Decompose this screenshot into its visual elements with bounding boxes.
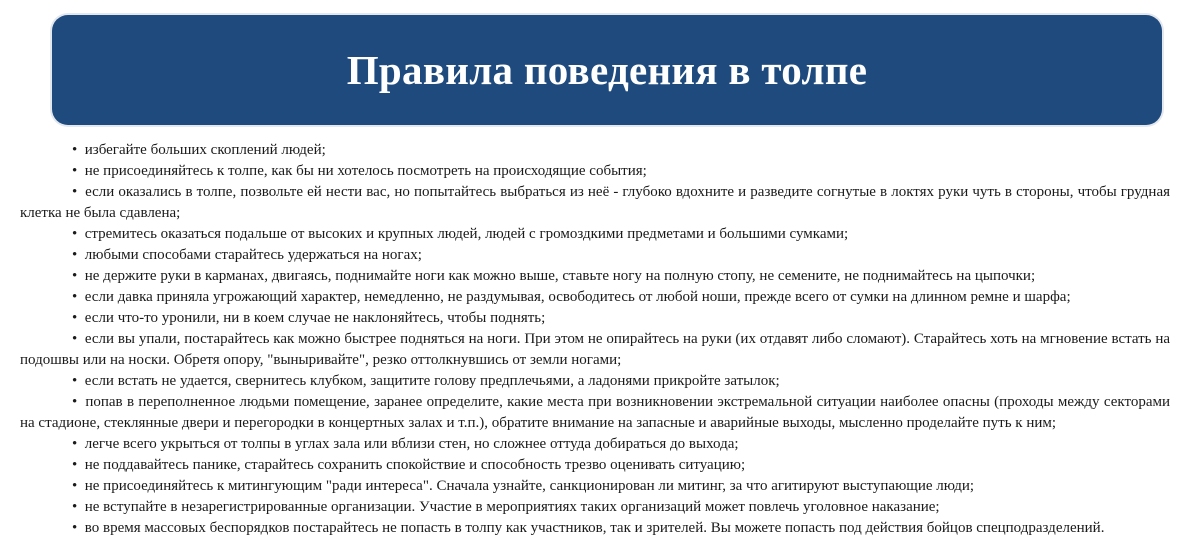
bullet-icon: • bbox=[72, 184, 78, 200]
rule-text: если оказались в толпе, позвольте ей нести вас, но попытайтесь выбраться из неё - глубоко вдохните и разведите согнутые в локтях руки чуть в стороны, чтобы грудная клетка не была сдавлена; bbox=[20, 184, 1171, 221]
bullet-icon: • bbox=[72, 142, 78, 158]
list-item bbox=[20, 161, 1170, 182]
bullet-icon: • bbox=[72, 310, 78, 326]
list-item bbox=[20, 182, 1170, 224]
rule-text: не присоединяйтесь к митингующим "ради интереса". Сначала узнайте, санкционирован ли митинг, за что агитируют выступающие люди; bbox=[84, 478, 975, 494]
list-item bbox=[20, 329, 1170, 371]
rule-text: во время массовых беспорядков постарайтесь не попасть в толпу как участников, так и зрителей. Вы можете попасть под действия бойцов спецподразделений. bbox=[84, 520, 1105, 536]
rule-text: стремитесь оказаться подальше от высоких и крупных людей, людей с громоздкими предметами и большими сумками; bbox=[84, 226, 849, 242]
list-item bbox=[20, 308, 1170, 329]
rule-text: не присоединяйтесь к толпе, как бы ни хотелось посмотреть на происходящие события; bbox=[84, 163, 647, 179]
rule-text: избегайте больших скоплений людей; bbox=[84, 142, 326, 158]
bullet-icon: • bbox=[72, 226, 78, 242]
rule-text: если вы упали, постарайтесь как можно быстрее подняться на ноги. При этом не опирайтесь на руки (их отдавят либо сломают). Старайтесь хоть на мгновение встать на подошвы или на носки. Обретя опору, "выныривайте", резко оттолкнувшись от земли ногами; bbox=[20, 331, 1171, 368]
list-item bbox=[20, 266, 1170, 287]
list-item bbox=[20, 245, 1170, 266]
list-item bbox=[20, 224, 1170, 245]
bullet-icon: • bbox=[72, 457, 78, 473]
list-item bbox=[20, 497, 1170, 518]
rule-text: попав в переполненное людьми помещение, заранее определите, какие места при возникновении экстремальной ситуации наиболее опасны (проходы между секторами на стадионе, стеклянные двери и перегородки в концертных залах и т.п.), обратите внимание на запасные и аварийные выходы, мысленно проделайте путь к ним; bbox=[20, 394, 1170, 431]
list-item bbox=[20, 392, 1170, 434]
list-item bbox=[20, 371, 1170, 392]
list-item bbox=[20, 434, 1170, 455]
list-item bbox=[20, 518, 1170, 539]
bullet-icon: • bbox=[72, 499, 78, 515]
rule-text: не вступайте в незарегистрированные организации. Участие в мероприятиях таких организаций может повлечь уголовное наказание; bbox=[84, 499, 940, 515]
rule-text: не поддавайтесь панике, старайтесь сохранить спокойствие и способность трезво оценивать ситуацию; bbox=[84, 457, 746, 473]
rule-text: если что-то уронили, ни в коем случае не наклоняйтесь, чтобы поднять; bbox=[84, 310, 546, 326]
rule-text: любыми способами старайтесь удержаться на ногах; bbox=[84, 247, 422, 263]
bullet-icon: • bbox=[72, 520, 78, 536]
list-item bbox=[20, 140, 1170, 161]
list-item bbox=[20, 287, 1170, 308]
rule-text: если встать не удается, свернитесь клубком, защитите голову предплечьями, а ладонями прикройте затылок; bbox=[84, 373, 780, 389]
bullet-icon: • bbox=[72, 436, 78, 452]
bullet-icon: • bbox=[72, 373, 78, 389]
bullet-icon: • bbox=[72, 268, 78, 284]
bullet-icon: • bbox=[72, 394, 78, 410]
bullet-icon: • bbox=[72, 247, 78, 263]
bullet-icon: • bbox=[72, 478, 78, 494]
list-item bbox=[20, 455, 1170, 476]
rule-text: если давка приняла угрожающий характер, немедленно, не раздумывая, освободитесь от любой ноши, прежде всего от сумки на длинном ремне и шарфа; bbox=[84, 289, 1071, 305]
rules-list bbox=[20, 140, 1170, 539]
page-title: Правила поведения в толпе bbox=[346, 47, 868, 93]
bullet-icon: • bbox=[72, 331, 78, 347]
bullet-icon: • bbox=[72, 163, 78, 179]
title-banner bbox=[52, 15, 1162, 125]
list-item bbox=[20, 476, 1170, 497]
rule-text: легче всего укрыться от толпы в углах зала или вблизи стен, но сложнее оттуда добираться до выхода; bbox=[84, 436, 739, 452]
rule-text: не держите руки в карманах, двигаясь, поднимайте ноги как можно выше, ставьте ногу на полную стопу, не семените, не поднимайтесь на цыпочки; bbox=[84, 268, 1036, 284]
bullet-icon: • bbox=[72, 289, 78, 305]
